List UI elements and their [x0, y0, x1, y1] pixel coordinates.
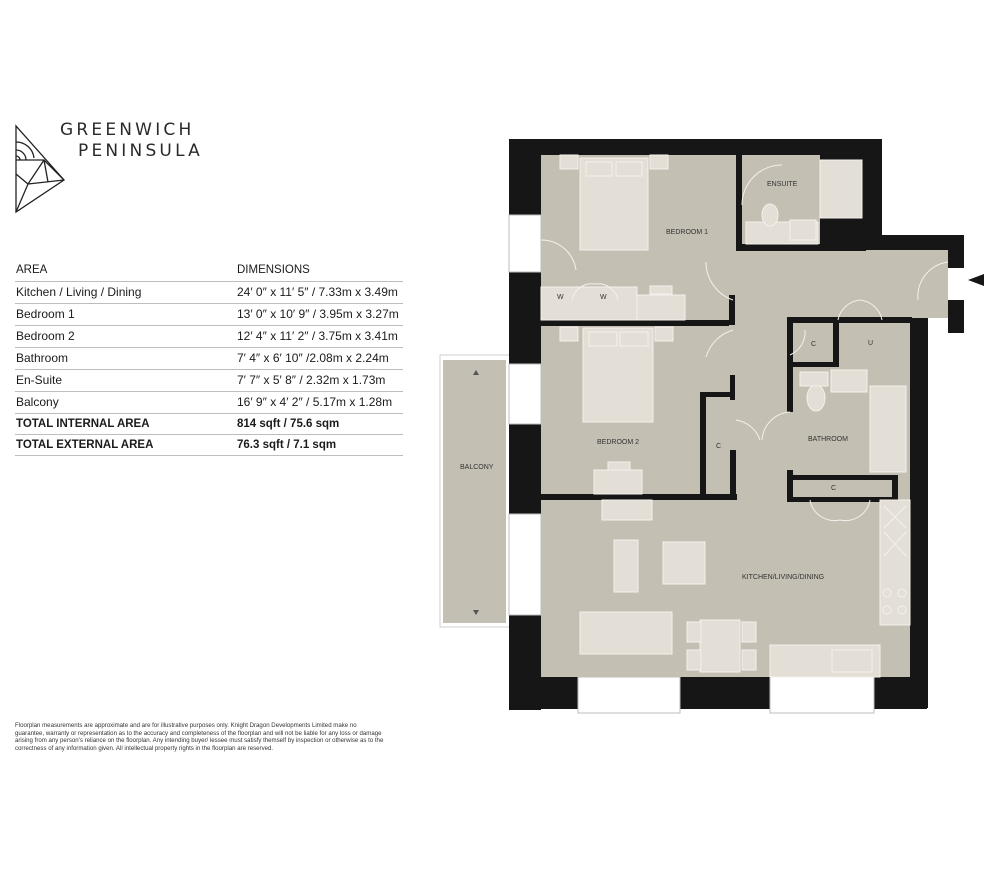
- room-name: Bathroom: [15, 348, 236, 370]
- label-utility: U: [868, 340, 874, 347]
- label-wardrobe: W: [557, 294, 564, 301]
- entrance-arrow-icon: [968, 274, 984, 286]
- label-cupboard: C: [831, 485, 837, 492]
- room-name: Bedroom 2: [15, 326, 236, 348]
- label-cupboard: C: [716, 443, 722, 450]
- label-bathroom: BATHROOM: [808, 436, 848, 443]
- room-name: Bedroom 1: [15, 304, 236, 326]
- total-label: TOTAL INTERNAL AREA: [15, 414, 236, 435]
- brand-line-2: PENINSULA: [78, 141, 203, 161]
- total-value: 76.3 sqft / 7.1 sqm: [236, 435, 403, 456]
- balcony: [440, 355, 510, 627]
- label-bedroom-1: BEDROOM 1: [666, 229, 709, 236]
- disclaimer-text: Floorplan measurements are approximate and are for illustrative purposes only. Knight Dragon Developments Limited make no guarantee, warranty or representation as to the accuracy and completeness of the floorplan and will not be liable for any loss or damage arising from any person's reliance on the floorplan. Any intending buyer/ lessee must satisfy themself by inspection or otherwise as to the correctness of any information given. All intellectual property rights in the floorplan are reserved.: [15, 722, 384, 752]
- label-balcony: BALCONY: [460, 464, 494, 471]
- room-name: Balcony: [15, 392, 236, 414]
- room-dimensions: 24′ 0″ x 11′ 5″ / 7.33m x 3.49m: [236, 282, 403, 304]
- label-ensuite: ENSUITE: [767, 181, 798, 188]
- label-bedroom-2: BEDROOM 2: [597, 439, 640, 446]
- total-label: TOTAL EXTERNAL AREA: [15, 435, 236, 456]
- room-dimensions: 13′ 0″ x 10′ 9″ / 3.95m x 3.27m: [236, 304, 403, 326]
- room-name: En-Suite: [15, 370, 236, 392]
- room-dimensions: 16′ 9″ x 4′ 2″ / 5.17m x 1.28m: [236, 392, 403, 414]
- room-dimensions: 7′ 4″ x 6′ 10″ /2.08m x 2.24m: [236, 348, 403, 370]
- header-dimensions: DIMENSIONS: [236, 262, 403, 282]
- room-name: Kitchen / Living / Dining: [15, 282, 236, 304]
- header-area: AREA: [15, 262, 236, 282]
- label-cupboard: C: [811, 341, 817, 348]
- room-dimensions: 12′ 4″ x 11′ 2″ / 3.75m x 3.41m: [236, 326, 403, 348]
- total-value: 814 sqft / 75.6 sqm: [236, 414, 403, 435]
- label-wardrobe: W: [600, 294, 607, 301]
- label-kitchen-living-dining: KITCHEN/LIVING/DINING: [742, 574, 825, 581]
- room-dimensions: 7′ 7″ x 5′ 8″ / 2.32m x 1.73m: [236, 370, 403, 392]
- brand-line-1: GREENWICH: [60, 120, 195, 140]
